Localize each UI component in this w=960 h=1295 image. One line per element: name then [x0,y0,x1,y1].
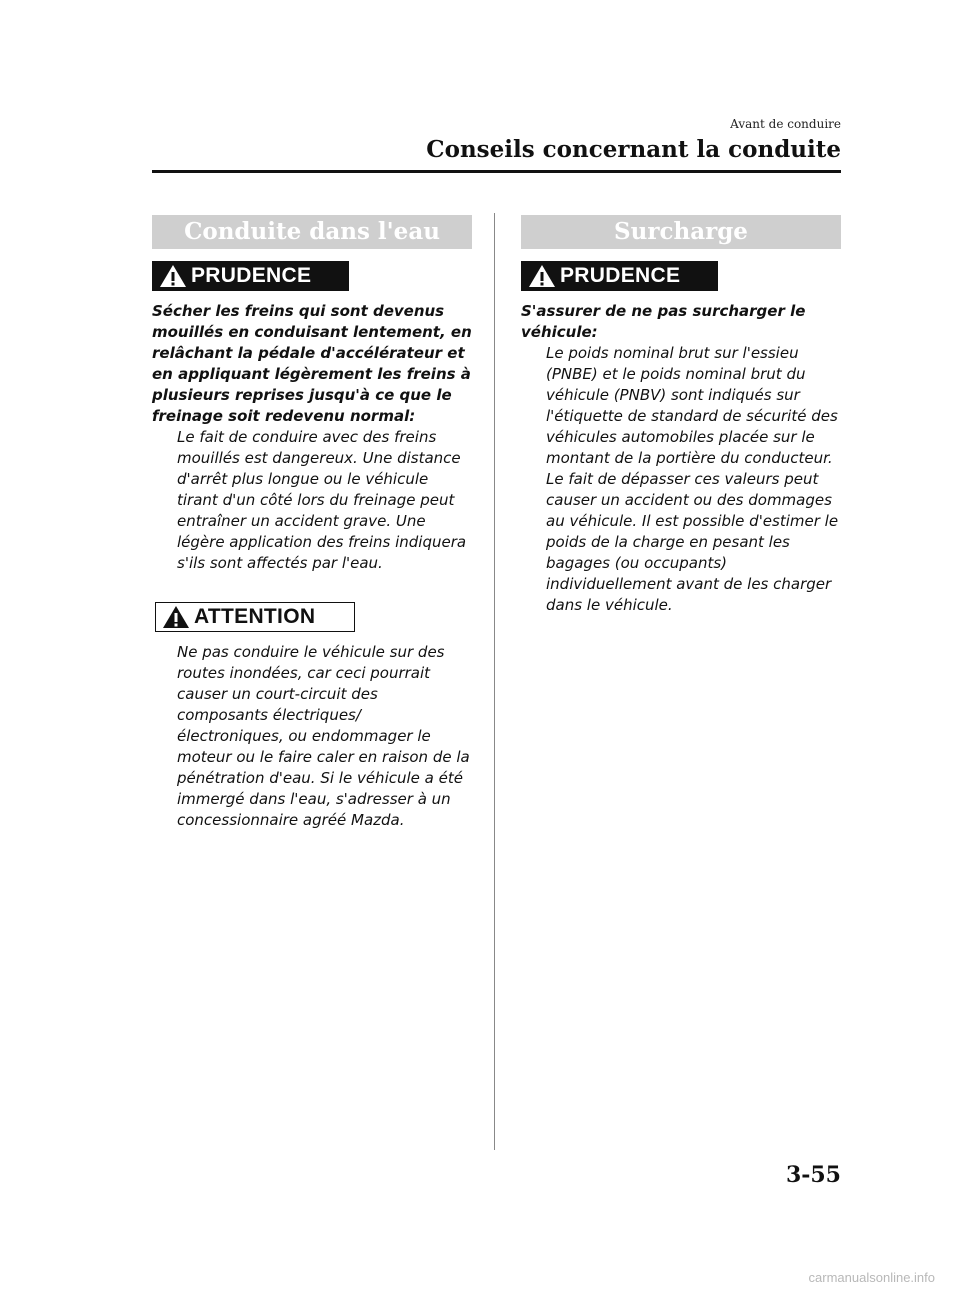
section-heading-water: Conduite dans l'eau [152,215,472,249]
warning-badge [521,261,718,291]
warning-body-text: Le poids nominal brut sur l'essieu (PNBE) et le poids nominal brut du véhicule (PNBV) sont indiqués sur l'étiquette de standard de sécurité des véhicules automobiles placée sur le montant de la portière du conducteur. Le fait de dépasser ces valeurs peut causer un accident ou des dommages au véhicule. Il est possible d'estimer le poids de la charge en pesant les bagages (ou occupants) individuellement avant de les charger dans le véhicule. [546,344,839,614]
warning-triangle-icon [159,264,187,288]
section-heading-overload: Surcharge [521,215,841,249]
warning-triangle-icon [162,605,190,629]
warning-label: PRUDENCE [560,264,681,287]
caution-body-text: Ne pas conduire le véhicule sur des routes inondées, car ceci pourrait causer un court-circuit des composants électriques/ électroniques, ou endommager le moteur ou le faire caler en raison de la pénétration d'eau. Si le véhicule a été immergé dans l'eau, s'adresser à un concessionnaire agréé Mazda. [177,643,470,829]
warning-lead-text: S'assurer de ne pas surcharger le véhicule: [521,302,806,341]
caution-badge [155,602,355,632]
right-column [521,215,841,616]
warning-triangle-icon [528,264,556,288]
warning-lead-text: Sécher les freins qui sont devenus mouillés en conduisant lentement, en relâchant la pédale d'accélérateur et en appliquant légèrement les freins à plusieurs reprises jusqu'à ce que le freinage soit redevenu normal: [152,302,472,425]
warning-body-text: Le fait de conduire avec des freins mouillés est dangereux. Une distance d'arrêt plus longue ou le véhicule tirant d'un côté lors du freinage peut entraîner un accident grave. Une légère application des freins indiquera s'ils sont affectés par l'eau. [177,428,467,572]
header-rule [152,170,841,173]
footer-watermark: carmanualsonline.info [808,1270,935,1285]
column-divider [494,213,495,1150]
header-title: Conseils concernant la conduite [426,136,841,163]
left-column [152,215,472,831]
header-section-label: Avant de conduire [730,117,841,131]
caution-label: ATTENTION [194,605,316,628]
warning-label: PRUDENCE [191,264,312,287]
warning-badge [152,261,349,291]
page-number: 3-55 [785,1162,841,1188]
